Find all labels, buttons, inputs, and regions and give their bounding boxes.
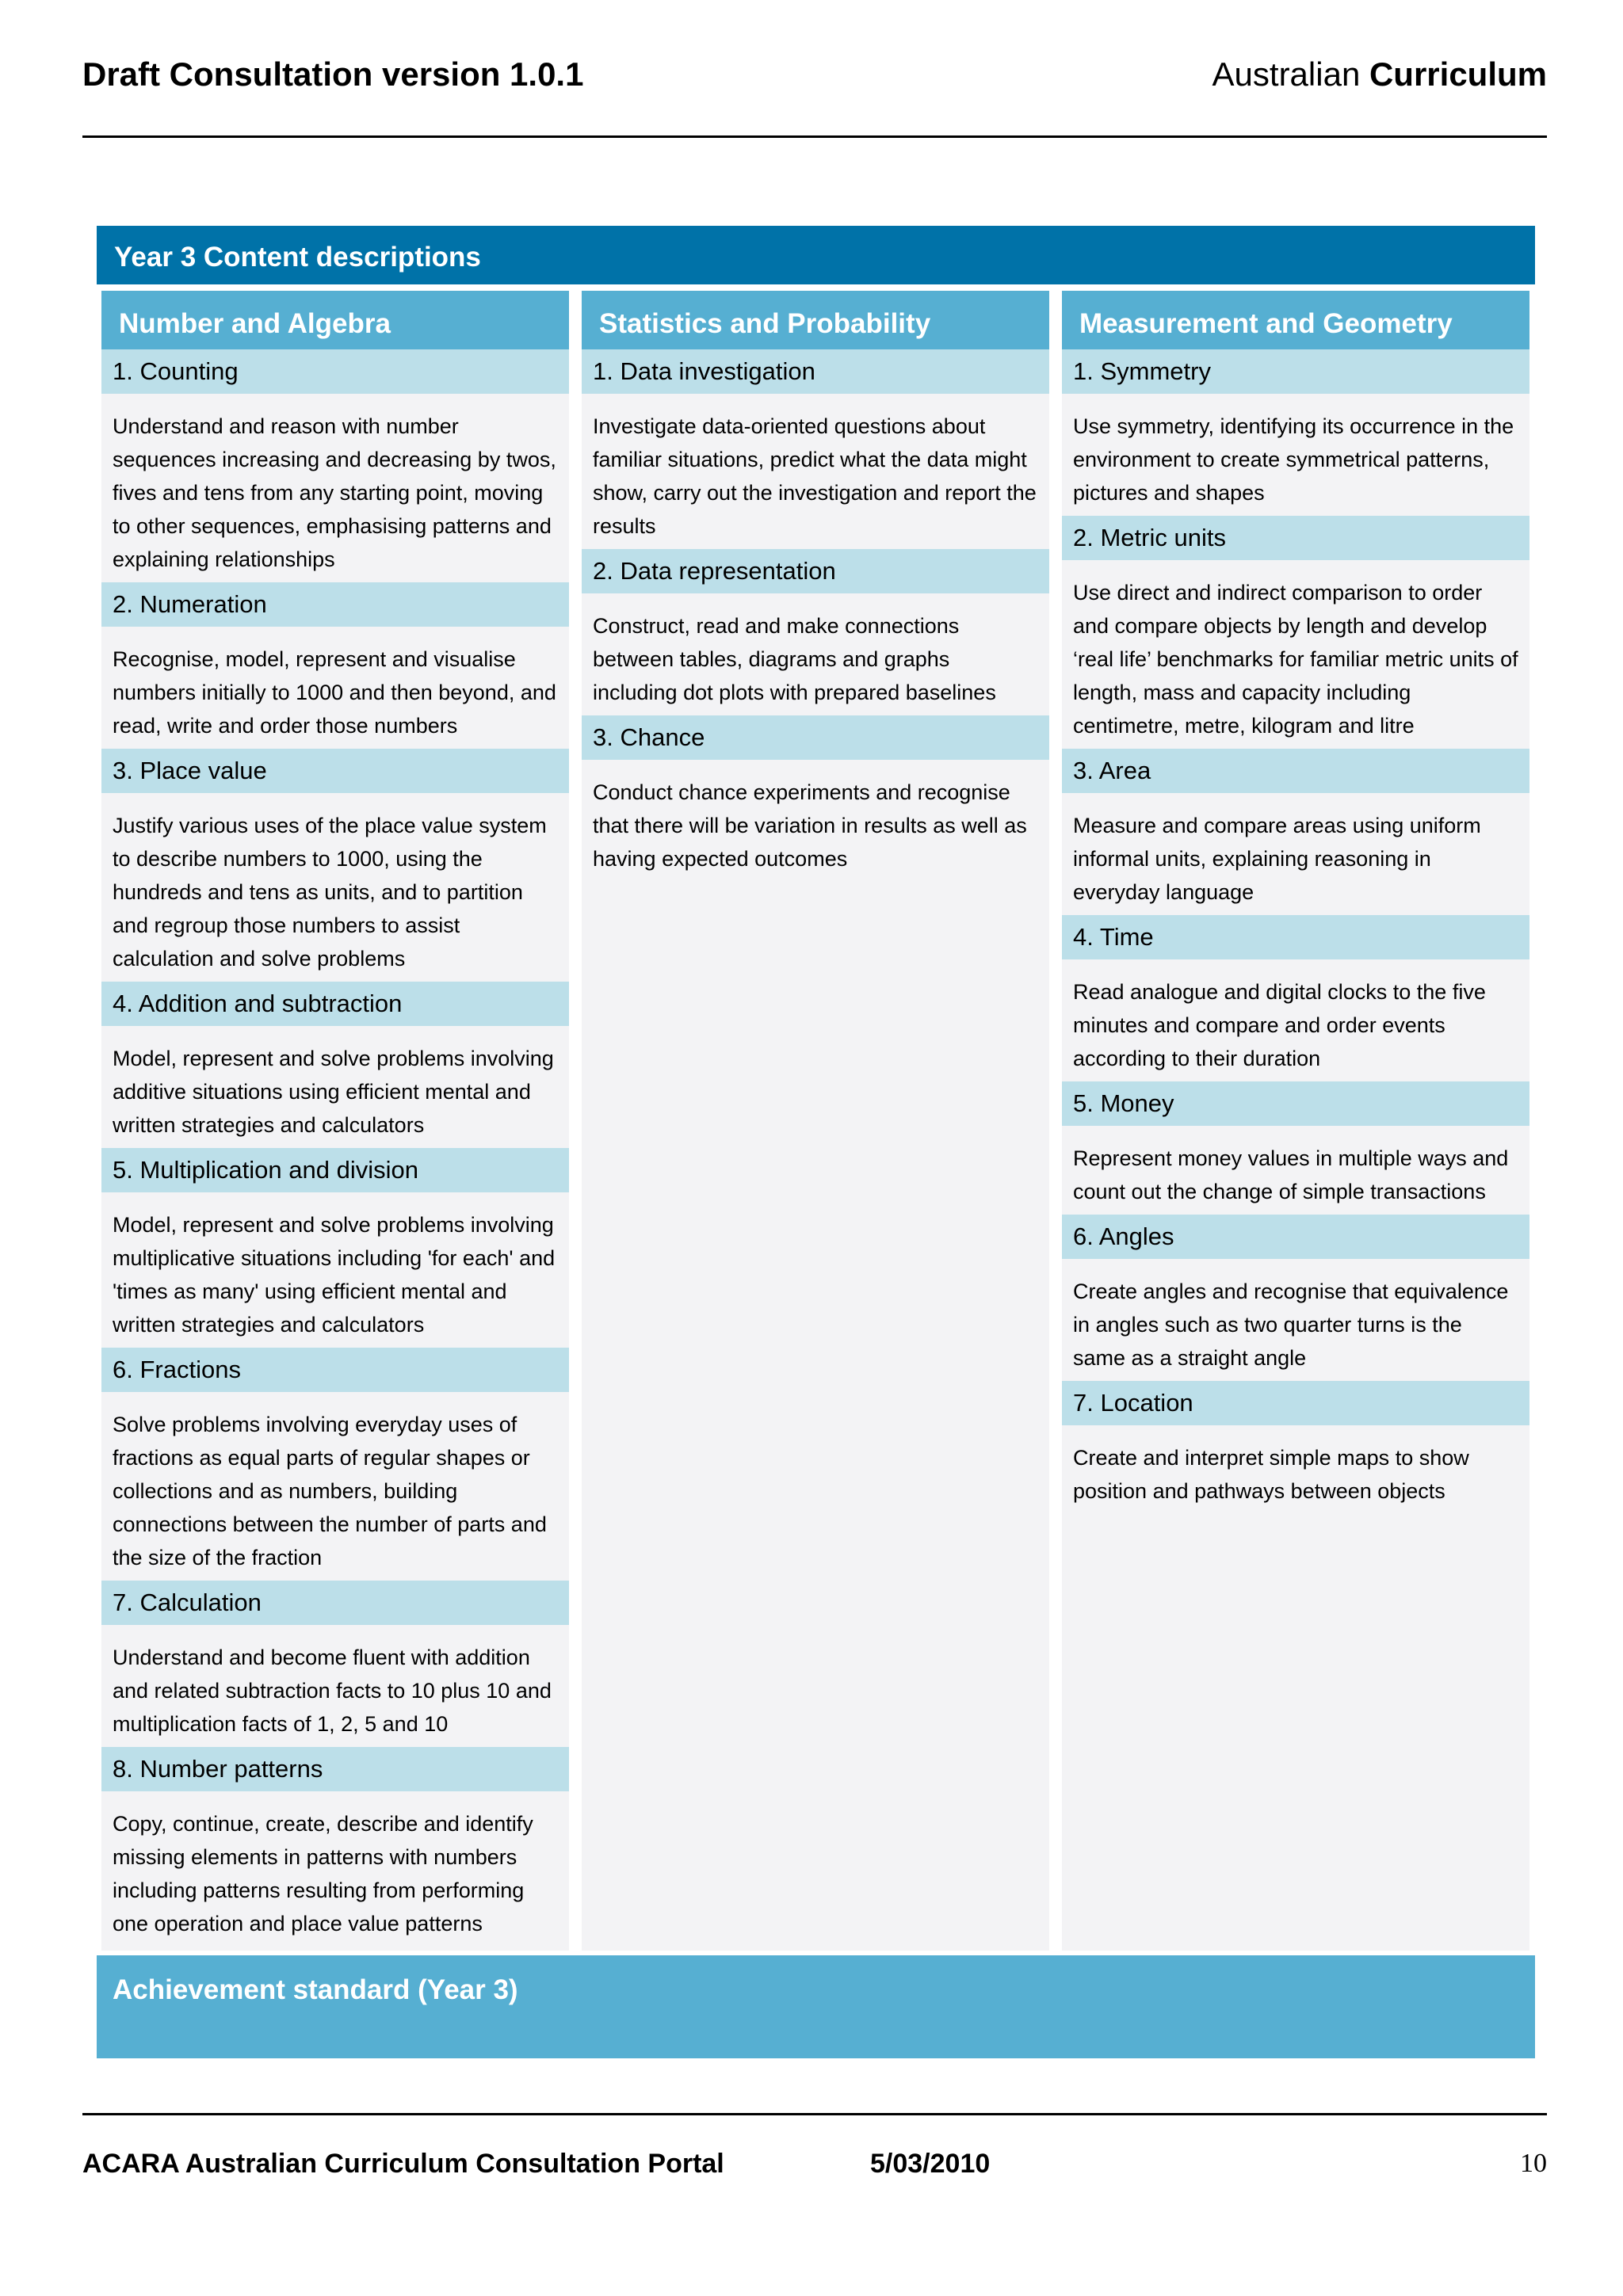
topic-heading: 5. Money	[1062, 1081, 1529, 1126]
topic-heading: 6. Fractions	[101, 1348, 569, 1392]
column-measurement-and-geometry	[1062, 291, 1529, 1951]
header-divider	[82, 135, 1547, 138]
topic-description: Use direct and indirect comparison to order and compare objects by length and develop ‘real life’ benchmarks for familiar metric units of length, mass and capacity including centimetre, metre, kilogram and litre	[1073, 581, 1518, 738]
topic-description: Represent money values in multiple ways and count out the change of simple transactions	[1073, 1146, 1509, 1203]
page-number: 10	[1520, 2149, 1547, 2178]
brand-bold: Curriculum	[1369, 55, 1547, 93]
topic-heading: 3. Chance	[582, 715, 1049, 760]
topic-description: Understand and become fluent with addition and related subtraction facts to 10 plus 10 and multiplication facts of 1, 2, 5 and 10	[113, 1646, 552, 1736]
topic-heading: 1. Counting	[101, 349, 569, 394]
topic-heading: 3. Place value	[101, 749, 569, 793]
column-number-and-algebra	[101, 291, 569, 1951]
topic-heading: 5. Multiplication and division	[101, 1148, 569, 1192]
topic-heading: 4. Addition and subtraction	[101, 982, 569, 1026]
topic-description: Read analogue and digital clocks to the five minutes and compare and order events according to their duration	[1073, 980, 1486, 1070]
column-statistics-and-probability	[582, 291, 1049, 1951]
topic-heading: 1. Symmetry	[1062, 349, 1529, 394]
document-version-title: Draft Consultation version 1.0.1	[82, 55, 584, 93]
column-heading: Measurement and Geometry	[1062, 291, 1529, 349]
topic-heading: 1. Data investigation	[582, 349, 1049, 394]
topic-description: Measure and compare areas using uniform informal units, explaining reasoning in everyday language	[1073, 814, 1481, 904]
topic-description: Investigate data-oriented questions about familiar situations, predict what the data might show, carry out the investigation and report the results	[593, 414, 1037, 538]
column-heading: Number and Algebra	[101, 291, 569, 349]
footer-divider	[82, 2113, 1547, 2115]
achievement-standard-heading: Achievement standard (Year 3)	[97, 1955, 1535, 2058]
topic-description: Solve problems involving everyday uses of fractions as equal parts of regular shapes or collections and as numbers, building connections between the number of parts and the size of the fraction	[113, 1413, 547, 1569]
topic-heading: 2. Data representation	[582, 549, 1049, 593]
topic-description: Recognise, model, represent and visualise numbers initially to 1000 and then beyond, and read, write and order those numbers	[113, 647, 556, 738]
topic-description: Conduct chance experiments and recognise that there will be variation in results as well as having expected outcomes	[593, 780, 1027, 871]
topic-heading: 3. Area	[1062, 749, 1529, 793]
topic-heading: 6. Angles	[1062, 1215, 1529, 1259]
topic-description: Create and interpret simple maps to show position and pathways between objects	[1073, 1446, 1469, 1503]
topic-heading: 2. Numeration	[101, 582, 569, 627]
topic-description: Create angles and recognise that equivalence in angles such as two quarter turns is the same as a straight angle	[1073, 1280, 1509, 1370]
brand-wordmark	[1212, 55, 1547, 93]
topic-description: Model, represent and solve problems involving multiplicative situations including 'for each' and 'times as many' using efficient mental and written strategies and calculators	[113, 1213, 556, 1337]
topic-heading: 2. Metric units	[1062, 516, 1529, 560]
content-descriptions-title: Year 3 Content descriptions	[97, 226, 1535, 284]
topic-heading: 7. Location	[1062, 1381, 1529, 1425]
topic-description: Understand and reason with number sequences increasing and decreasing by twos, fives and tens from any starting point, moving to other sequences, emphasising patterns and explaining relationships	[113, 414, 556, 571]
page-header	[82, 55, 1547, 95]
footer-portal-name: ACARA Australian Curriculum Consultation Portal	[82, 2149, 724, 2179]
topic-description: Justify various uses of the place value system to describe numbers to 1000, using the hundreds and tens as units, and to partition and regroup those numbers to assist calculation and solve problems	[113, 814, 547, 971]
topic-description: Model, represent and solve problems involving additive situations using efficient mental and written strategies and calculators	[113, 1047, 554, 1137]
topic-heading: 4. Time	[1062, 915, 1529, 959]
topic-description: Construct, read and make connections between tables, diagrams and graphs including dot plots with prepared baselines	[593, 614, 996, 704]
topic-heading: 7. Calculation	[101, 1581, 569, 1625]
topic-description: Use symmetry, identifying its occurrence in the environment to create symmetrical patterns, pictures and shapes	[1073, 414, 1514, 505]
brand-prefix: Australian	[1212, 55, 1361, 93]
footer-date: 5/03/2010	[870, 2149, 991, 2179]
topic-description: Copy, continue, create, describe and identify missing elements in patterns with numbers including patterns resulting from performing one operation and place value patterns	[113, 1812, 533, 1936]
topic-heading: 8. Number patterns	[101, 1747, 569, 1791]
column-heading: Statistics and Probability	[582, 291, 1049, 349]
